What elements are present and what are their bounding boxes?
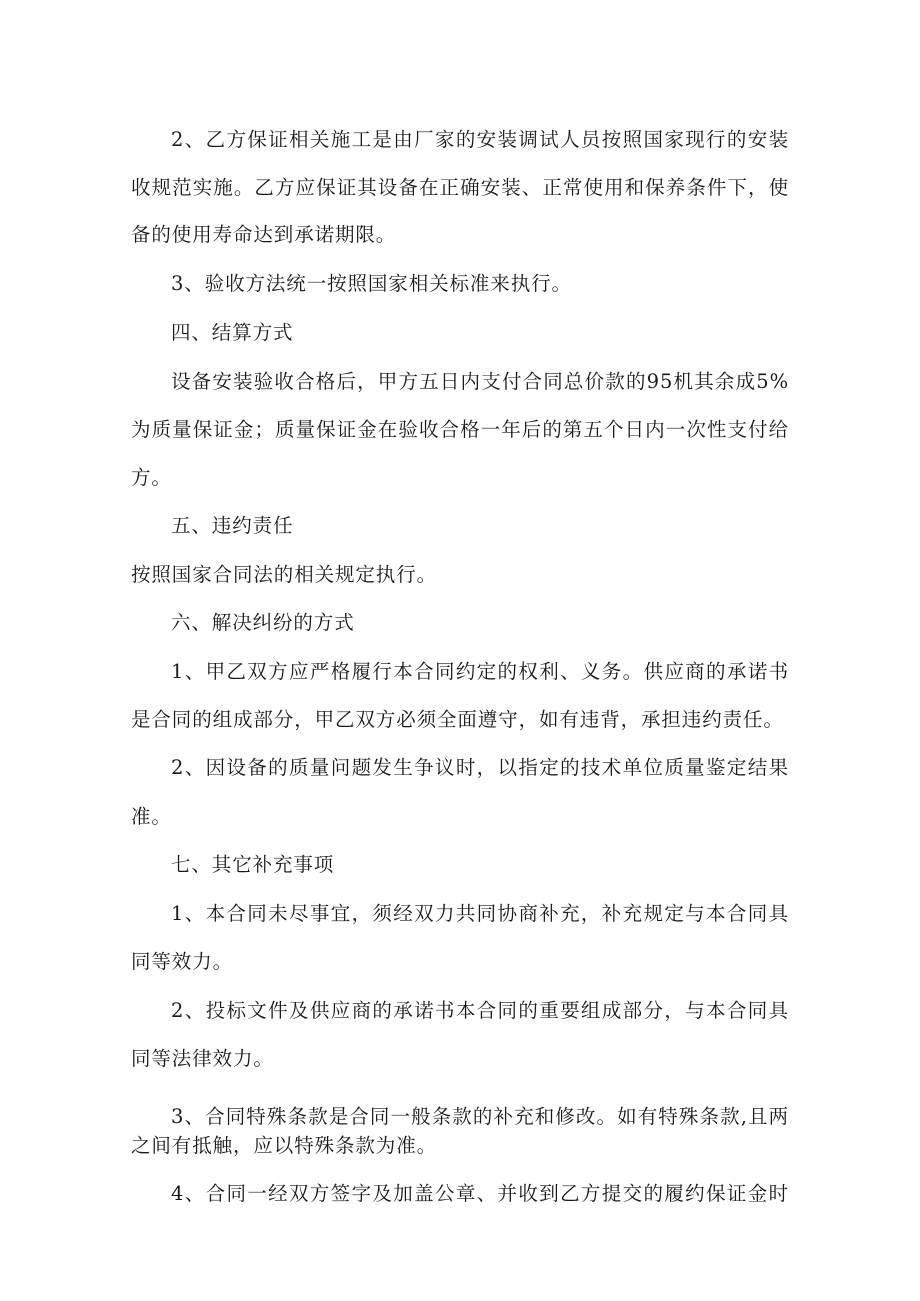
paragraph-line: 为质量保证金；质量保证金在验收合格一年后的第五个日内一次性支付给 xyxy=(131,419,789,441)
paragraph-line: 2、因设备的质量问题发生争议时，以指定的技术单位质量鉴定结果 xyxy=(171,757,789,779)
paragraph-line: 之间有抵触，应以特殊条款为准。 xyxy=(131,1134,438,1157)
paragraph-line: 同等效力。 xyxy=(131,950,234,973)
paragraph-line: 收规范实施。乙方应保证其设备在正确安装、正常使用和保养条件下，使 xyxy=(131,177,789,199)
paragraph-line: 2、投标文件及供应商的承诺书本合同的重要组成部分，与本合同具 xyxy=(171,1000,789,1022)
paragraph-line: 2、乙方保证相关施工是由厂家的安装调试人员按照国家现行的安装 xyxy=(171,129,789,151)
paragraph-line: 准。 xyxy=(131,805,172,828)
paragraph-line: 按照国家合同法的相关规定执行。 xyxy=(131,563,438,586)
paragraph-line: 设备安装验收合格后，甲方五日内支付合同总价款的95机其余成5% xyxy=(171,371,789,393)
paragraph-line: 4、合同一经双方签字及加盖公章、并收到乙方提交的履约保证金时 xyxy=(171,1183,789,1205)
paragraph-line: 同等法律效力。 xyxy=(131,1047,274,1070)
section-heading: 六、解决纠纷的方式 xyxy=(171,611,355,634)
paragraph-line: 1、本合同未尽事宜，须经双力共同协商补充，补充规定与本合同具 xyxy=(171,903,789,925)
section-heading: 七、其它补充事项 xyxy=(171,853,335,876)
paragraph-line: 3、验收方法统一按照国家相关标准来执行。 xyxy=(171,272,572,295)
section-heading: 五、违约责任 xyxy=(171,514,294,537)
section-heading: 四、结算方式 xyxy=(171,321,294,344)
paragraph-line: 是合同的组成部分，甲乙双方必须全面遵守，如有违背，承担违约责任。 xyxy=(131,708,784,731)
paragraph-line: 方。 xyxy=(131,466,172,489)
paragraph-line: 备的使用寿命达到承诺期限。 xyxy=(131,223,397,246)
paragraph-line: 1、甲乙双方应严格履行本合同约定的权利、义务。供应商的承诺书 xyxy=(171,661,789,683)
paragraph-line: 3、合同特殊条款是合同一般条款的补充和修改。如有特殊条款,且两 xyxy=(171,1106,789,1128)
